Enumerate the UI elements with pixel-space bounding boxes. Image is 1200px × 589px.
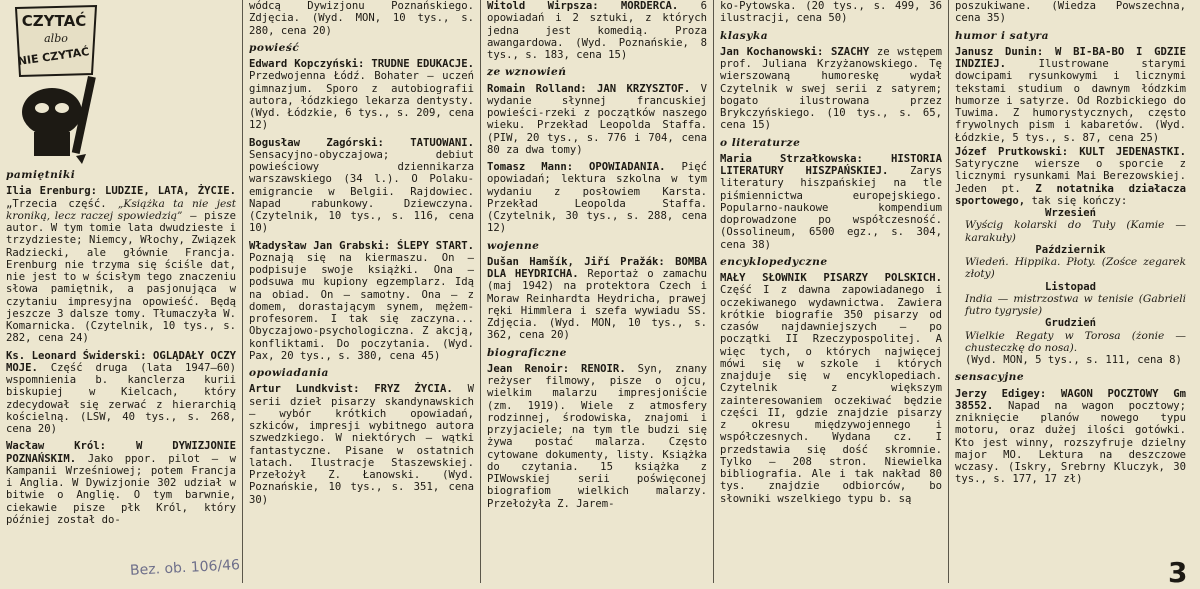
review-text: Jako ppor. pilot — w Kampanii Wrześniowej; potem Francja i Anglia. W Dywizjonie 302 udział w bitwie o Anglię. O tym barwnie, ciekawie pisze płk Król, który później został do- [6, 452, 236, 526]
review-title: MAŁY SŁOWNIK PISARZY POLSKICH. [720, 272, 942, 284]
review-quote-title: Z notatnika działacza sportowego, [955, 182, 1186, 207]
review-strzalkowska [720, 153, 942, 251]
review-grabski [249, 240, 474, 363]
section-heading: wojenne [487, 239, 540, 252]
review-renoir [487, 363, 707, 510]
review-quote: „Książka ta nie jest kroniką, lecz raczej spowiedzią” [6, 197, 236, 222]
review-author-title: Artur Lundkvist: FRYZ ŻYCIA. [249, 383, 453, 396]
review-text: Napad na wagon pocztowy; zniknięcie planów nowego typu motoru, oraz dużej ilości gotówki. Kto jest winny, rozszyfruje dzielny major MO. Lektura na deszczowe wczasy. (Iskry, Srebrny Kluczyk, 30 tys., s. 177, 17 zł) [955, 399, 1186, 486]
review-mann [487, 161, 707, 235]
section-heading: encyklopedyczne [720, 255, 828, 268]
column-2 [243, 0, 480, 583]
review-author-title: Józef Prutkowski: KULT JEDENASTKI. [955, 145, 1186, 158]
review-author-title: Wacław Król: W DYWIZJONIE POZNAŃSKIM. [6, 440, 236, 465]
review-text: 6 opowiadań i 2 sztuki, z których jedna jest komedią. Proza awangardowa. (Wyd. Poznańskie, 8 tys., s. 183, cena 15) [487, 0, 707, 61]
section-heading: ze wznowień [487, 66, 567, 79]
column-4 [714, 0, 948, 583]
review-author-title: Bogusław Zagórski: TATUOWANI. [249, 136, 474, 149]
review-text: (Wyd. MON, 5 tys., s. 111, cena 8) [965, 354, 1182, 366]
review-text: Syn, znany reżyser filmowy, pisze o ojcu, wielkim malarzu impresjoniście (zm. 1919). Wiele z atmosfery rodzinnej, środowiska, znajomi i przyjaciele; na tym tle budzi się żywa postać malarza. Często cytowane dokumenty, listy. Książka do czytania. 15 książka z PIWowskiej serii poświęconej biografiom wielkich malarzy. Przełożyła Z. Jarem- [487, 362, 707, 510]
review-text: Sensacyjno-obyczajowa; debiut powieściowy dziennikarza warszawskiego (34 l.). O Polaku-emigrancie w Belgii. Rajdowiec. Napad rabunkowy. Dziewczyna. (Czytelnik, 10 tys., s. 116, cena 10) [249, 148, 474, 235]
column-3 [481, 0, 713, 583]
verse-month: Wrzesień [1044, 207, 1097, 219]
verse-line: Wiedeń. Hippika. Płoty. (Zośce zegarek złoty) [965, 256, 1186, 281]
section-heading: o literaturze [720, 136, 801, 149]
verse-line: India — mistrzostwa w tenisie (Gabrieli futro tygrysie) [965, 292, 1186, 317]
verse-month: Listopad [1044, 280, 1097, 293]
review-swiderski [6, 350, 236, 436]
verse-month: Grudzień [1044, 317, 1097, 330]
review-author-title: Dušan Hamšík, Jiří Pražák: BOMBA DLA HEYDRICHA. [487, 255, 707, 280]
review-author-title: Ks. Leonard Świderski: OGLĄDAŁY OCZY MOJE. [6, 349, 236, 374]
review-wirpsza [487, 0, 707, 61]
review-text: Część I z dawna zapowiadanego i oczekiwanego wydawnictwa. Zawiera krótkie biografie 350 pisarzy od czasów najdawniejszych — po początki II Rzeczypospolitej. A więc tych, o których najwięcej mówi się w szkole i których znajduje się w encyklopediach. Czytelnik z większym zainteresowaniem oczekiwać będzie części II, gdzie znajdzie pisarzy z okresu międzywojennego i współczesnych. Wydana cz. I przedstawia się dość skromnie. Tylko — 208 stron. Niewielka bibliografia. Ale i tak nakład 80 tys. znajdzie odbiorców, bo słowniki wszelkiego typu b. są [720, 284, 942, 505]
review-author-title: Jerzy Edigey: WAGON POCZTOWY Gm 38552. [955, 387, 1186, 412]
section-heading: powieść [249, 41, 300, 54]
section-heading: humor i satyra [955, 29, 1049, 42]
column-5 [949, 0, 1200, 583]
verse-line: Wyścig kolarski do Tuły (Kamie — karakuły) [965, 219, 1186, 244]
review-author-title: Ilia Erenburg: LUDZIE, LATA, ŻYCIE. [6, 185, 236, 198]
verse-month: Październik [1035, 243, 1106, 256]
review-text: Ilustrowane starymi dowcipami rysunkowymi i licznymi tekstami studium o dawnym łódzkim humorze i satyrze. Od Rozbickiego do Tuwima. Z humorystycznych, często frywolnych pism i kabaretów. (Wyd. Łódzkie, 5 tys., s. 87, cena 25) [955, 58, 1186, 144]
review-author-title: Tomasz Mann: OPOWIADANIA. [487, 161, 666, 173]
review-author-title: Janusz Dunin: W BI-BA-BO I GDZIE INDZIEJ. [955, 45, 1186, 70]
review-continuation: poszukiwane. (Wiedza Powszechna, cena 35) [955, 0, 1186, 25]
column-1 [0, 0, 242, 583]
review-kopczynski [249, 58, 474, 132]
review-author-title: Edward Kopczyński: TRUDNE EDUKACJE. [249, 58, 474, 70]
review-hamsik [487, 256, 707, 342]
review-text: Satyryczne wiersze o sporcie z licznymi rysunkami Mai Berezowskiej. Jeden pt. [955, 158, 1186, 195]
section-heading: biograficzne [487, 346, 567, 359]
review-text: tak się kończy: [1025, 194, 1128, 207]
review-author-title: Witold Wirpsza: MORDERCA. [487, 0, 679, 12]
logo-line1: CZYTAĆ [21, 12, 87, 30]
review-text: W serii dzieł pisarzy skandynawskich — wybór krótkich opowiadań, szkiców, impresji wybitnego autora szwedzkiego. W niektórych — wątki fantastyczne. Pisane w ostatnich latach. Ilustracje Staszewskiej. Przełożył Z. Łanowski. (Wyd. Poznańskie, 10 tys., s. 351, cena 30) [249, 383, 474, 506]
review-author-title: Jan Kochanowski: SZACHY [720, 45, 870, 58]
review-author-title: Władysław Jan Grabski: ŚLEPY START. [249, 239, 474, 252]
review-edigey [955, 388, 1186, 486]
review-text: Poznają się na kiermaszu. On — podpisuje swoje książki. Ona — podsuwa mu kupiony egzemplarz. Idą na obiad. On — samotny. Ona — z domem, dorastającym synem, mężem-profesorem. I tak się zaczyna... Obyczajowo-psychologiczna. Z akcją, konfliktami. Do poczytania. (Wyd. Pax, 20 tys., s. 380, cena 45) [249, 251, 474, 362]
review-lundkvist [249, 383, 474, 506]
review-text: ze wstępem prof. Juliana Krzyżanowskiego. Tę wierszowaną humoreskę wydał Czytelnik w swej serii z satyrem; bogato ilustrowana przez Brykczyńskiego. (10 tys., s. 65, cena 15) [720, 45, 942, 132]
review-continuation: wódcą Dywizjonu Poznańskiego. Zdjęcia. (Wyd. MON, 10 tys., s. 280, cena 20) [249, 0, 474, 37]
review-krol [6, 440, 236, 526]
review-author-title: Maria Strzałkowska: HISTORIA LITERATURY HISZPAŃSKIEJ. [720, 152, 942, 177]
review-text: Zarys literatury hiszpańskiej na tle piśmiennictwa europejskiego. Popularno-naukowe kompendium doprowadzone po współczesność. (Ossolineum, 6500 egz., s. 304, cena 38) [720, 165, 942, 251]
review-text: Przedwojenna Łódź. Bohater — uczeń gimnazjum. Sporo z autobiografii autora, łódzkiego lekarza dentysty. (Wyd. Łódzkie, 6 tys., s. 209, cena 12) [249, 70, 474, 132]
review-kochanowski [720, 46, 942, 132]
verse-line: Wielkie Regaty w Torosa (żonie — chusteczkę do nosa). [965, 329, 1186, 354]
review-text: — pisze autor. W tym tomie lata dwudzieste i trzydzieste; Niemcy, Włochy, Związek Radziecki, ale głównie Francja. Erenburg nie trzyma się ściśle dat, nie jest to w ścisłym tego znaczeniu słowa pamiętnik, a pasjonująca w czytaniu impresyjna opowieść. Będą jeszcze 3 dalsze tomy. Tłumaczyła W. Komarnicka. (Czytelnik, 10 tys., s. 282, cena 24) [6, 209, 236, 345]
review-dunin [955, 46, 1186, 144]
section-heading: opowiadania [249, 367, 329, 379]
review-erenburg [6, 185, 236, 344]
logo-line3: NIE CZYTAĆ [17, 45, 91, 68]
review-rolland [487, 83, 707, 157]
section-heading: sensacyjne [955, 371, 1025, 384]
mask-with-pen-icon [10, 4, 102, 164]
review-continuation: ko-Pytowska. (20 tys., s. 499, 36 ilustracji, cena 50) [720, 0, 942, 25]
review-text: Reportaż o zamachu (maj 1942) na protektora Czech i Moraw Reinhardta Heydricha, prawej ręki Himmlera i szefa wywiadu SS. Zdjęcia. (Wyd. MON, 10 tys., s. 362, cena 20) [487, 268, 707, 342]
review-author-title: Jean Renoir: RENOIR. [487, 362, 626, 375]
review-zagorski [249, 137, 474, 235]
review-text: V wydanie słynnej francuskiej powieści-rzeki z początków naszego wieku. Przekład Leopolda Staffa. (PIW, 20 tys., s. 776 i 704, cena 80 za dwa tomy) [487, 82, 707, 156]
section-heading: pamiętniki [6, 169, 76, 181]
review-text: Część druga (lata 1947—60) wspomnienia b. kanclerza kurii biskupiej w Kielcach, który zdecydował się zerwać z hierarchią kościelną. (LSW, 40 tys., s. 268, cena 20) [6, 361, 236, 435]
review-author-title: Romain Rolland: JAN KRZYSZTOF. [487, 82, 691, 95]
section-heading: klasyka [720, 29, 769, 42]
archive-stamp: Bez. ob. 106/46 [129, 557, 241, 579]
review-text: Pięć opowiadań; lektura szkolna w tym wydaniu z posłowiem Karsta. Przekład Leopolda Staffa. (Czytelnik, 30 tys., s. 288, cena 12) [487, 161, 708, 235]
review-text: „Trzecia część. [6, 197, 118, 210]
page-number: 3 [1168, 556, 1188, 589]
review-prutkowski [955, 146, 1186, 207]
logo-line2: albo [44, 32, 68, 45]
review-slownik [720, 272, 942, 505]
